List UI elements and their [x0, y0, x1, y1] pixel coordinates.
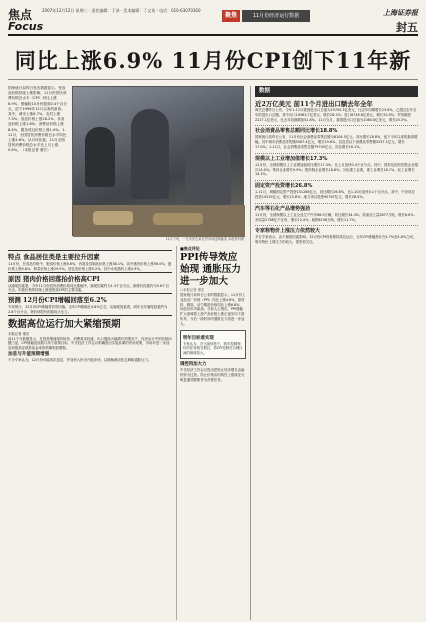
article-subhead: 加息与升值预期增强 [8, 351, 50, 357]
sidebar-block-text: 多位专家表示，由于翘尾因素影响，12月份CPI仍将保持高位运行，全年CPI涨幅预计在4.7%至4.8%之间，明年物价上涨压力仍较大，需密切关注。 [255, 235, 417, 245]
subhead-features: 特点 食品居住类是主要拉升因素 [8, 250, 172, 262]
sidebar-block-title: 专家称物价上涨压力依然较大 [255, 225, 418, 235]
sidebar-block-text: 国家统计局昨日公布，11月份社会消费品零售总额为8104.5亿元，同比增长18.8%，创下今年以来的最高增幅。其中城市消费品零售额5567.4亿元，增长19.6%；县及县以下消费品零售额2537.1亿元，增长17.0%。1-11月，社会消费品零售总额79745亿元，同比增长16.1%。 [255, 135, 418, 149]
topic-tag: 聚焦 [222, 10, 240, 22]
commentary-headline: PPI传导效应始现 通胀压力进一步加大 [180, 252, 241, 287]
article-headline: 数据高位运行加大紧缩预期 [8, 315, 172, 332]
masthead [8, 6, 418, 36]
section-name: 焦点 [8, 8, 33, 22]
topic-banner: 11月份经济运行数据 [242, 10, 310, 22]
article-text: 中央经济工作会议提出把防止经济增长由偏快转为过热、防止价格由结构性上涨演变为明显通货膨胀作为首要任务。 [180, 367, 245, 382]
box-text: 专家认为，在当前形势下，明年控制物价的任务相当艰巨，将CPI控制在合理区间的难度较大。 [183, 341, 243, 356]
sidebar-header: 数据 [255, 86, 418, 97]
article-text: 专家预计，12月份CPI涨幅将有所回落，全年CPI涨幅在4.8%左右。从翘尾因素看，明年全年翘尾因素约为2.8个百分点，物价调控仍面临较大压力。 [8, 305, 168, 314]
article-text: 前11个月数据显示，在投资增速保持较快、消费需求旺盛、出口继续大幅增长的情况下，经济运行中的价格问题凸显，CPI涨幅连续数月高于政策目标，中央经济工作会议明确提出实施从紧的货币政策，市场对进一步加息和提高存款准备金率的预期明显增强。 [8, 336, 172, 351]
article-text: 不少专家认为，12月份可能再次加息，并加快人民币升值步伐，以缓解流动性过剩和通胀压力。 [8, 357, 152, 362]
info-box [180, 330, 246, 359]
newspaper-logo: 上海证券报 [383, 8, 418, 17]
commentary-column [176, 246, 246, 620]
main-headline: 同比上涨6.9% 11月份CPI创下11年新 [8, 42, 418, 80]
sidebar-column [250, 86, 418, 620]
sidebar-block-text: 1-11月，城镇固定资产投资101286亿元，同比增长26.8%，比1-10月加快0.1个百分点。其中，中央项目投资10519亿元，增长13.8%；地方项目投资90767亿元，增长28.5%。 [255, 190, 415, 199]
byline: 本报记者 秦宏 [8, 331, 30, 336]
sidebar-block-title: 汽车等石化产品增势强劲 [255, 203, 418, 213]
sidebar-block-title: 固定资产投资增长26.8% [255, 180, 418, 190]
photo-caption: 11月下旬，一位市民在某农贸市场选购蔬菜 本报资料图 [165, 237, 244, 241]
section-name-en: Focus [8, 20, 44, 33]
article-text: 11月份，在食品价格中，粮食价格上涨6.6%，肉禽及其制品价格上涨38.1%，其中猪肉价格上涨56.0%；蛋价格上涨9.8%；鲜菜价格上涨29.5%。居住类价格上涨5.2%，其中水电燃料上涨4.9%。 [8, 262, 172, 271]
article-text: 从翘尾因素看，今年11月份居民消费价格同比涨幅中，翘尾因素约为1.3个百分点，新涨价因素约为5.6个百分点。肉禽价格的持续上涨是推高CPI的主要因素。 [8, 283, 169, 293]
lower-left-column [8, 250, 172, 620]
subhead-causes: 原因 猪肉价格回落抬价格高CPI [8, 272, 172, 284]
article-text: 国家统计局昨日公布的数据显示，11月份工业品出厂价格（PPI）同比上涨4.6%，原材料、燃料、动力购进价格同比上涨6.8%，均创出年内新高。分析人士指出，PPI涨幅扩大意味着上游产品价格上涨正逐步向下游传导，今后一段时间内通胀压力将进一步加大。 [180, 293, 246, 326]
news-photo [72, 86, 244, 236]
article-subhead: 调控再加大力 [180, 361, 207, 367]
sidebar-lead-text: 海关总署昨日公布，今年1-11月我国进出口总值为19700.3亿美元，比去年同期增长23.6%，已超过去年全年的进出口总额。其中出口10963.7亿美元，增长26.2%；进口8736.6亿美元，增长20.5%；贸易顺差2227.1亿美元，比去年同期增加52.8%。11月当月，我国进出口总值为2080.8亿美元，增长24.3%。 [255, 108, 417, 122]
page-number: 封五 [396, 21, 418, 34]
issue-meta: 2007年12月12日 星期三 · 责任编辑：于泽 · 美术编辑：丁文英 · 电话：010-63070360 [42, 8, 201, 13]
sidebar-block-text: 11月份，全国规模以上工业企业生产汽车86.9万辆，同比增长34.3%；原油加工量2877万吨，增长6.6%；发电量2788亿千瓦时，增长12.4%；粗钢4196万吨，增长11.7%。 [255, 212, 417, 222]
column-tag: ■焦点评论 [180, 246, 200, 251]
sidebar-block-text: 11月份，全国规模以上工业增加值同比增长17.3%，比上月加快0.4个百分点。其中，国有及国有控股企业增长14.0%；集体企业增长9.9%；股份制企业增长18.6%。分轻重工业看，重工业增长18.7%，轻工业增长14.1%。 [255, 162, 418, 177]
sidebar-block-title: 规模以上工业增加值增长17.3% [255, 153, 418, 163]
lead-article: 国家统计局昨日发布数据显示，受食品价格持续上涨影响，11月份居民消费价格总水平（CPI）同比上涨6.9%，涨幅较10月份提高0.4个百分点，创下1996年12月以来的新高。其中，城市上涨6.7%，农村上涨7.3%；食品价格上涨18.2%，非食品价格上涨1.6%；消费品价格上涨8.4%，服务项目价格上涨1.4%。1-11月，全国居民消费价格总水平同比上涨4.6%。从月环比看，11月全国居民消费价格总水平比上月上涨0.6%。（本报记者 秦宏） [8, 86, 67, 153]
sidebar-block-title: 社会消费品零售总额同比增长18.8% [255, 125, 418, 135]
byline: ○本报记者 秦宏 [180, 288, 205, 292]
sidebar-lead-title: 近2万亿美元 前11个月进出口额去年全年 [255, 100, 373, 108]
box-title: 明年目标难实现 [183, 335, 214, 341]
subhead-forecast: 预测 12月份CPI增幅回落至6.2% [8, 293, 172, 305]
